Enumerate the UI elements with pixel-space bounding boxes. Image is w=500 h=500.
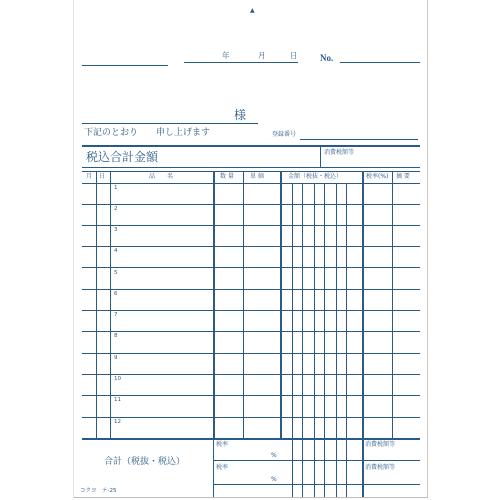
row-number: 2 [114, 206, 118, 212]
no-label: No. [320, 53, 334, 63]
col-line-price-amount [280, 171, 282, 439]
col-line-qty-price [243, 171, 244, 439]
footer-tax-rate-2: 税率 [216, 464, 229, 471]
row-number: 11 [114, 397, 121, 403]
product-code: コクヨ テ-25 [80, 488, 117, 494]
row-line [82, 353, 420, 354]
row-number: 4 [114, 248, 118, 254]
header-quantity: 数 量 [220, 173, 234, 180]
header-tax-rate: 税率(%) [366, 173, 389, 180]
date-day-label: 日 [290, 51, 298, 60]
row-number: 6 [114, 291, 118, 297]
header-remarks: 摘 要 [396, 173, 410, 180]
footer-percent-2: % [271, 476, 277, 483]
request-text: 申し上げます [156, 128, 211, 138]
row-line [82, 374, 420, 375]
header-unit-price: 単 価 [250, 173, 264, 180]
consumption-tax-label: 消費税額等 [324, 149, 355, 156]
col-line-amount-6 [346, 183, 347, 497]
total-box-divider [320, 145, 321, 167]
col-line-amount-1 [292, 183, 293, 497]
col-line-month-day [96, 171, 97, 439]
footer-percent-1: % [271, 452, 277, 459]
row-number: 5 [114, 270, 118, 276]
footer-bottom-line [213, 484, 420, 485]
row-line [82, 246, 420, 247]
total-tax-included-label: 税込合計金額 [86, 150, 159, 164]
row-number: 10 [114, 376, 121, 382]
date-year-label: 年 [222, 51, 230, 60]
row-number: 9 [114, 355, 118, 361]
date-line [184, 62, 298, 63]
col-line-amount-4 [324, 183, 325, 497]
row-line [82, 417, 420, 418]
header-month: 月 [86, 173, 93, 180]
registration-line [300, 139, 418, 140]
total-label: 合計（税抜・税込） [104, 457, 186, 467]
footer-mid-line [213, 460, 420, 461]
col-line-item-qty [213, 171, 215, 439]
table-top-line [82, 171, 420, 172]
header-amount: 金額（税抜・税込） [288, 173, 343, 180]
row-line [82, 225, 420, 226]
row-line [82, 204, 420, 205]
footer-divider-left [213, 438, 214, 497]
total-box-top [82, 145, 420, 147]
row-line [82, 310, 420, 311]
col-line-day-item [110, 171, 111, 439]
row-number: 12 [114, 419, 121, 425]
table-bottom-line [82, 438, 420, 440]
col-line-tax-remarks [392, 171, 393, 439]
row-number: 1 [114, 185, 118, 191]
row-line [82, 289, 420, 290]
row-number: 8 [114, 333, 118, 339]
footer-tax-amount-1: 消費税額等 [365, 441, 396, 448]
registration-no-label: 登録番号 [272, 131, 297, 138]
honorific: 様 [234, 108, 247, 122]
row-line [82, 331, 420, 332]
total-box-bottom [82, 167, 420, 168]
addressee-line [82, 123, 258, 124]
row-line [82, 395, 420, 396]
row-number: 7 [114, 312, 118, 318]
row-number: 3 [114, 227, 118, 233]
footer-tax-rate-1: 税率 [216, 441, 229, 448]
top-marker: ▲ [250, 7, 255, 14]
table-header-line [82, 183, 420, 184]
as-follows-text: 下記のとおり [84, 128, 139, 138]
col-line-amount-3 [314, 183, 315, 497]
header-item-name: 品 名 [149, 173, 174, 180]
col-line-amount-5 [336, 183, 337, 497]
col-line-amount-2 [302, 183, 303, 497]
no-line [340, 62, 420, 63]
date-month-label: 月 [258, 51, 266, 60]
row-line [82, 267, 420, 268]
col-line-amount-tax [362, 171, 364, 497]
addressee-top-line [82, 65, 168, 66]
invoice-sheet [73, 0, 428, 498]
footer-tax-amount-2: 消費税額等 [365, 464, 396, 471]
header-day: 日 [99, 173, 106, 180]
